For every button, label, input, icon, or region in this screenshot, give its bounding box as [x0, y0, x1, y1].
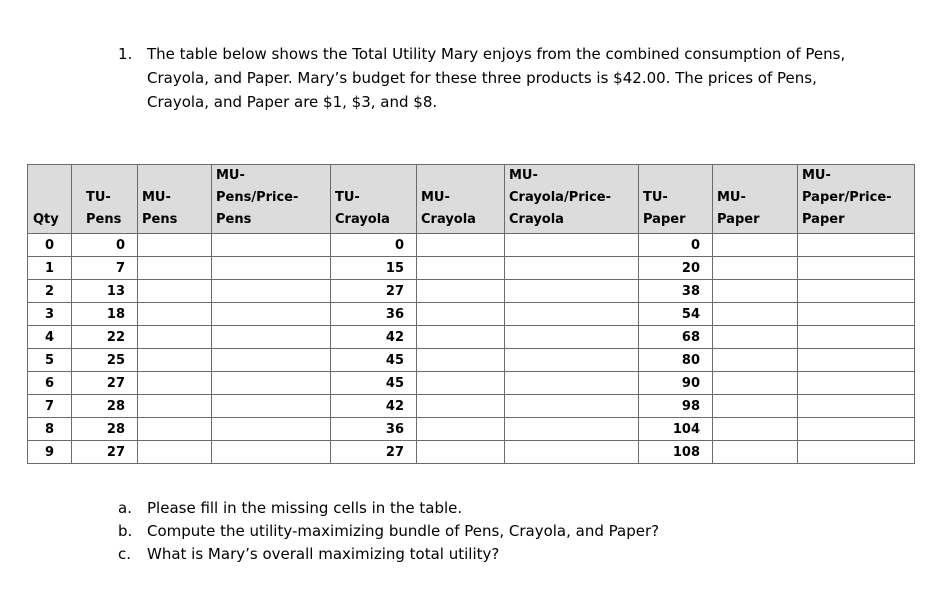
cell-tu-paper: 104 — [639, 418, 713, 441]
table-header-row — [28, 165, 915, 234]
cell-mu-pens — [138, 257, 212, 280]
cell-mu-price-pens — [212, 441, 331, 464]
cell-mu-paper — [713, 372, 798, 395]
cell-mu-crayola — [417, 234, 505, 257]
cell-mu-crayola — [417, 303, 505, 326]
cell-mu-price-crayola — [505, 372, 639, 395]
cell-tu-crayola: 0 — [331, 234, 417, 257]
cell-mu-price-pens — [212, 349, 331, 372]
cell-mu-pens — [138, 326, 212, 349]
cell-mu-price-crayola — [505, 418, 639, 441]
cell-tu-paper: 68 — [639, 326, 713, 349]
header-mu-paper: MU- Paper — [713, 165, 798, 234]
cell-mu-price-pens — [212, 257, 331, 280]
cell-qty: 0 — [28, 234, 72, 257]
cell-tu-pens: 27 — [72, 372, 138, 395]
cell-tu-crayola: 45 — [331, 372, 417, 395]
cell-mu-pens — [138, 234, 212, 257]
cell-mu-price-crayola — [505, 303, 639, 326]
question-line: Crayola, and Paper are $1, $3, and $8. — [147, 93, 438, 111]
cell-mu-pens — [138, 349, 212, 372]
cell-mu-price-paper — [798, 418, 915, 441]
cell-mu-pens — [138, 395, 212, 418]
cell-tu-crayola: 15 — [331, 257, 417, 280]
cell-mu-price-paper — [798, 441, 915, 464]
cell-mu-price-paper — [798, 303, 915, 326]
header-tu-paper: TU- Paper — [639, 165, 713, 234]
cell-tu-pens: 25 — [72, 349, 138, 372]
cell-qty: 5 — [28, 349, 72, 372]
header-mu-price-paper: MU- Paper/Price- Paper — [798, 165, 915, 234]
cell-mu-paper — [713, 418, 798, 441]
cell-tu-crayola: 36 — [331, 303, 417, 326]
cell-mu-price-crayola — [505, 326, 639, 349]
part-label: a. — [118, 499, 132, 517]
cell-mu-price-paper — [798, 280, 915, 303]
cell-tu-paper: 98 — [639, 395, 713, 418]
cell-mu-price-crayola — [505, 349, 639, 372]
table-row — [28, 418, 915, 441]
cell-tu-crayola: 27 — [331, 280, 417, 303]
table-row — [28, 326, 915, 349]
cell-mu-pens — [138, 441, 212, 464]
question-number: 1. — [118, 45, 133, 63]
cell-mu-pens — [138, 372, 212, 395]
cell-tu-pens: 7 — [72, 257, 138, 280]
header-mu-pens: MU- Pens — [138, 165, 212, 234]
cell-mu-price-pens — [212, 372, 331, 395]
part-label: b. — [118, 522, 133, 540]
cell-mu-price-paper — [798, 349, 915, 372]
table-body — [28, 234, 915, 464]
cell-mu-crayola — [417, 257, 505, 280]
cell-qty: 4 — [28, 326, 72, 349]
cell-tu-paper: 90 — [639, 372, 713, 395]
part-text: What is Mary’s overall maximizing total utility? — [147, 545, 500, 563]
header-tu-pens: TU- Pens — [72, 165, 138, 234]
cell-qty: 3 — [28, 303, 72, 326]
cell-mu-price-paper — [798, 234, 915, 257]
cell-tu-pens: 22 — [72, 326, 138, 349]
cell-mu-price-crayola — [505, 234, 639, 257]
cell-tu-crayola: 27 — [331, 441, 417, 464]
cell-mu-price-crayola — [505, 257, 639, 280]
cell-mu-paper — [713, 280, 798, 303]
question-1 — [118, 42, 878, 114]
header-mu-price-crayola: MU- Crayola/Price- Crayola — [505, 165, 639, 234]
cell-tu-paper: 0 — [639, 234, 713, 257]
cell-mu-crayola — [417, 441, 505, 464]
cell-tu-paper: 80 — [639, 349, 713, 372]
utility-table — [27, 164, 915, 464]
cell-tu-pens: 28 — [72, 418, 138, 441]
cell-mu-paper — [713, 257, 798, 280]
cell-mu-pens — [138, 418, 212, 441]
table-row — [28, 303, 915, 326]
cell-mu-pens — [138, 303, 212, 326]
table-row — [28, 280, 915, 303]
question-text — [147, 42, 878, 114]
cell-mu-crayola — [417, 372, 505, 395]
cell-tu-crayola: 45 — [331, 349, 417, 372]
cell-mu-price-paper — [798, 257, 915, 280]
cell-qty: 9 — [28, 441, 72, 464]
table-row — [28, 349, 915, 372]
cell-qty: 1 — [28, 257, 72, 280]
cell-mu-price-crayola — [505, 395, 639, 418]
cell-mu-crayola — [417, 395, 505, 418]
cell-tu-paper: 108 — [639, 441, 713, 464]
cell-tu-pens: 13 — [72, 280, 138, 303]
cell-mu-price-paper — [798, 326, 915, 349]
table-row — [28, 395, 915, 418]
header-mu-crayola: MU- Crayola — [417, 165, 505, 234]
cell-qty: 8 — [28, 418, 72, 441]
part-text: Compute the utility-maximizing bundle of Pens, Crayola, and Paper? — [147, 522, 660, 540]
cell-mu-price-pens — [212, 395, 331, 418]
cell-mu-paper — [713, 395, 798, 418]
cell-mu-paper — [713, 441, 798, 464]
cell-mu-price-crayola — [505, 280, 639, 303]
cell-mu-price-paper — [798, 395, 915, 418]
cell-mu-price-pens — [212, 234, 331, 257]
part-text: Please fill in the missing cells in the table. — [147, 499, 463, 517]
cell-tu-pens: 27 — [72, 441, 138, 464]
cell-mu-crayola — [417, 349, 505, 372]
cell-mu-price-crayola — [505, 441, 639, 464]
cell-mu-paper — [713, 349, 798, 372]
cell-tu-paper: 20 — [639, 257, 713, 280]
cell-tu-crayola: 42 — [331, 395, 417, 418]
cell-mu-paper — [713, 303, 798, 326]
cell-qty: 7 — [28, 395, 72, 418]
cell-qty: 2 — [28, 280, 72, 303]
table-row — [28, 257, 915, 280]
cell-mu-price-paper — [798, 372, 915, 395]
cell-mu-price-pens — [212, 280, 331, 303]
cell-mu-paper — [713, 326, 798, 349]
cell-tu-paper: 54 — [639, 303, 713, 326]
question-line: Crayola, and Paper. Mary’s budget for these three products is $42.00. The prices of Pens, — [147, 69, 817, 87]
cell-mu-crayola — [417, 280, 505, 303]
cell-mu-crayola — [417, 326, 505, 349]
cell-tu-pens: 0 — [72, 234, 138, 257]
header-tu-crayola: TU- Crayola — [331, 165, 417, 234]
table-row — [28, 441, 915, 464]
question-line: The table below shows the Total Utility Mary enjoys from the combined consumption of Pens, — [147, 45, 846, 63]
cell-qty: 6 — [28, 372, 72, 395]
cell-tu-pens: 18 — [72, 303, 138, 326]
table-row — [28, 234, 915, 257]
cell-mu-paper — [713, 234, 798, 257]
cell-tu-crayola: 42 — [331, 326, 417, 349]
cell-mu-price-pens — [212, 303, 331, 326]
header-qty: Qty — [28, 165, 72, 234]
cell-mu-crayola — [417, 418, 505, 441]
cell-tu-pens: 28 — [72, 395, 138, 418]
cell-tu-crayola: 36 — [331, 418, 417, 441]
cell-mu-price-pens — [212, 418, 331, 441]
cell-tu-paper: 38 — [639, 280, 713, 303]
table-row — [28, 372, 915, 395]
header-mu-price-pens: MU- Pens/Price- Pens — [212, 165, 331, 234]
part-label: c. — [118, 545, 132, 563]
cell-mu-price-pens — [212, 326, 331, 349]
cell-mu-pens — [138, 280, 212, 303]
